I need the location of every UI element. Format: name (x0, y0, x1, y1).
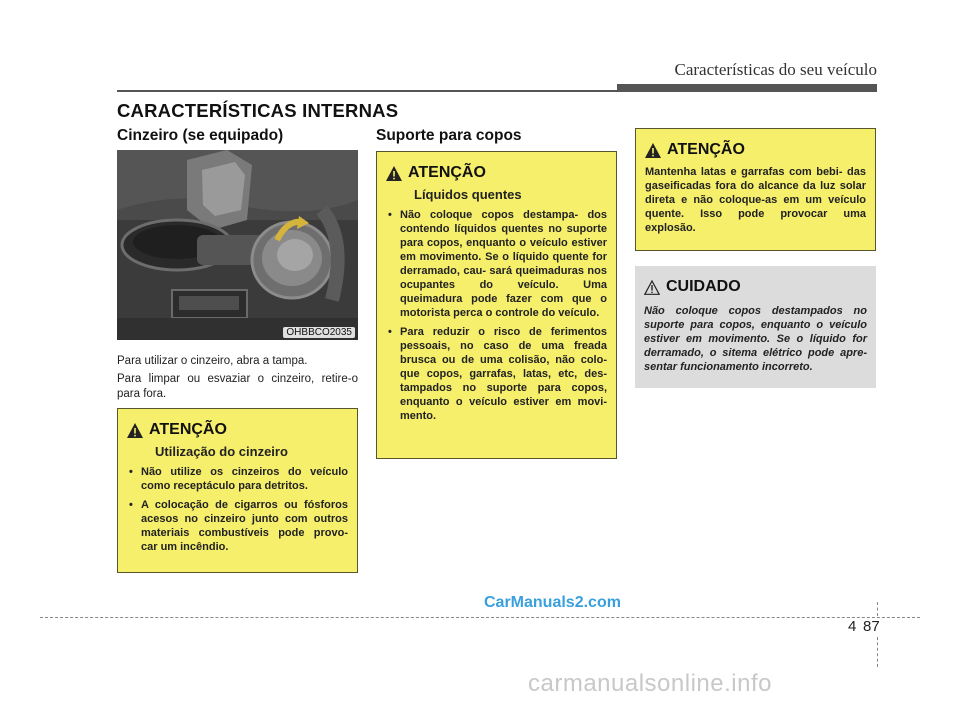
warning-title: ATENÇÃO (149, 421, 227, 438)
page-number: 87 (863, 618, 880, 635)
watermark-carmanuals2: CarManuals2.com (484, 594, 621, 611)
warning-item: • Não utilize os cinzeiros do veículo como receptáculo para detritos. (127, 465, 348, 493)
warning-item: • Não coloque copos destampa- dos contendo líquidos quentes no suporte para copos, enquanto o veículo estiver em movimento. Se o líquido quente for derramado, cau- sará queimaduras nos ocupantes do veículo. Uma queimadura pode fazer com que o motorista perca o controle do veículo. (386, 208, 607, 320)
warning-list (127, 465, 348, 554)
beverage-warning-box (635, 128, 876, 251)
warning-triangle-icon (645, 143, 661, 158)
watermark-carmanualsonline: carmanualsonline.info (528, 670, 772, 697)
warning-item: • A colocação de cigarros ou fósforos acesos no cinzeiro junto com outros materiais combustíveis pode provo- car um incêndio. (127, 498, 348, 554)
warning-triangle-icon (127, 423, 143, 438)
ashtray-paragraph-2: Para limpar ou esvaziar o cinzeiro, retire-o para fora. (117, 373, 358, 400)
ashtray-paragraph-1: Para utilizar o cinzeiro, abra a tampa. (117, 355, 308, 367)
warning-header (386, 164, 607, 182)
warning-subtitle: Utilização do cinzeiro (155, 444, 288, 459)
header-rule-thick (617, 84, 877, 92)
warning-title: ATENÇÃO (667, 141, 745, 158)
footer-rule (40, 617, 920, 618)
caution-box (635, 266, 876, 388)
caution-header (644, 278, 867, 296)
warning-title: ATENÇÃO (408, 164, 486, 181)
warning-header (645, 141, 866, 159)
section-title: CARACTERÍSTICAS INTERNAS (117, 100, 399, 121)
chapter-header-title: Características do seu veículo (674, 60, 877, 79)
ashtray-heading: Cinzeiro (se equipado) (117, 127, 284, 144)
warning-list (386, 208, 607, 423)
caution-triangle-icon (644, 280, 660, 295)
warning-triangle-icon (386, 166, 402, 181)
ashtray-photo (117, 150, 358, 340)
warning-text: Mantenha latas e garrafas com bebi- das gaseificadas fora do alcance da luz solar direta e não coloque-as em um veículo quente. Isso pode provocar uma explosão. (645, 166, 866, 234)
caution-text: Não coloque copos destampados no suporte para copos, enquanto o veículo estiver em movimento. Se o líquido for derramado, o sitema elétrico pode apre- sentar funcionamento incorreto. (644, 305, 867, 373)
cupholder-heading: Suporte para copos (376, 127, 522, 144)
caution-title: CUIDADO (666, 278, 741, 295)
warning-header (127, 421, 348, 439)
header-rule (117, 90, 617, 92)
page-divider-top (877, 602, 878, 616)
image-code: OHBBCO2035 (283, 327, 355, 338)
cupholder-warning-box (376, 151, 617, 459)
warning-subtitle: Líquidos quentes (414, 187, 522, 202)
warning-item: • Para reduzir o risco de ferimentos pessoais, no caso de uma freada brusca ou de uma colisão, não colo- que copos, garrafas, latas, etc, des- tampados no suporte para copos, enquanto o veículo estiver em movi- mento. (386, 325, 607, 423)
ashtray-photo-illustration (117, 150, 358, 340)
ashtray-warning-box (117, 408, 358, 573)
chapter-number: 4 (848, 618, 857, 635)
page-divider-bottom (877, 637, 878, 667)
